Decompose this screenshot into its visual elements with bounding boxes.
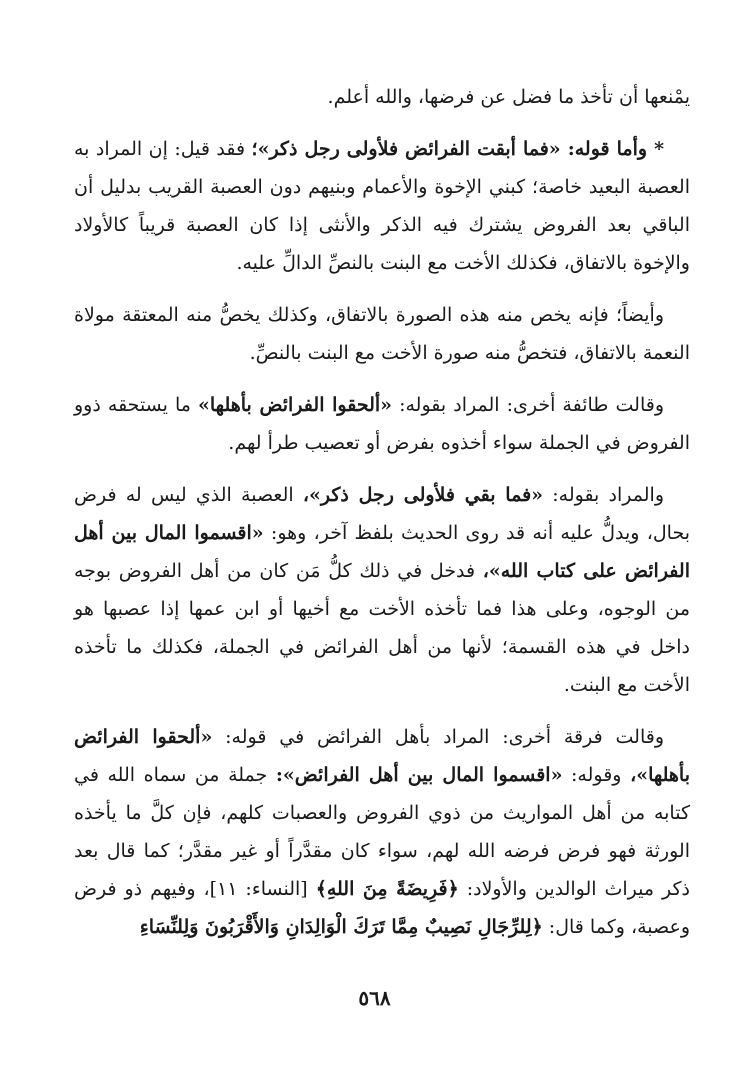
body-text bbox=[74, 78, 690, 946]
text-run: فقد قيل: إن المراد به العصبة البعيد خاصة؛ كبني الإخوة والأعمام وبنيهم دون العصبة القريب بدليل أن الباقي بعد الفروض يشترك فيه الذكر والأنثى إذا كان العصبة قريباً كالأولاد والإخوة بالاتفاق، فكذلك الأخت مع البنت بالنصِّ الدالِّ عليه. bbox=[74, 138, 690, 274]
paragraph bbox=[74, 476, 690, 704]
text-run: ما يستحقه ذوو الفروض في الجملة سواء أخذوه بفرض أو تعصيب طرأ لهم. bbox=[74, 394, 690, 454]
paragraph bbox=[74, 386, 690, 462]
bold-text-run: «ألحقوا الفرائض بأهلها»، bbox=[74, 726, 691, 786]
text-run: وقالت فرقة أخرى: المراد بأهل الفرائض في قوله: bbox=[212, 726, 664, 748]
page-number: ٥٦٨ bbox=[358, 986, 391, 1010]
text-run: يمْنعها أن تأخذ ما فضل عن فرضها، والله أعلم. bbox=[327, 86, 690, 108]
text-run: والمراد بقوله: bbox=[543, 484, 665, 506]
paragraph bbox=[74, 130, 690, 282]
text-run: وقالت طائفة أخرى: المراد بقوله: bbox=[392, 394, 664, 416]
bold-text-run: «اقسموا المال بين أهل الفرائض على كتاب الله»، bbox=[74, 522, 690, 582]
paragraph bbox=[74, 78, 690, 116]
bold-text-run: * وأما قوله: «فما أبقت الفرائض فلأولى رجل ذكر»؛ bbox=[251, 138, 665, 160]
bold-text-run: ﴿فَرِيضَةً مِنَ اللهِ﴾ bbox=[315, 878, 459, 900]
bold-text-run: «فما بقي فلأولى رجل ذكر»، bbox=[302, 484, 544, 506]
bold-text-run: «ألحقوا الفرائض بأهلها» bbox=[198, 394, 393, 416]
text-run: فدخل في ذلك كلُّ مَن كان من أهل الفروض بوجه من الوجوه، وعلى هذا فما تأخذه الأخت مع أخيها أو ابن عمها إذا عصبها هو داخل في هذه القسمة؛ لأنها من أهل الفرائض في الجملة، فكذلك ما تأخذه الأخت مع البنت. bbox=[74, 560, 690, 696]
text-run: [النساء: ١١]، وفيهم ذو فرض وعصبة، وكما قال: bbox=[74, 878, 690, 938]
bold-text-run: «اقسموا المال بين أهل الفرائض»: bbox=[275, 764, 563, 786]
text-run: جملة من سماه الله في كتابه من أهل المواريث من ذوي الفروض والعصبات كلهم، فإن كلَّ ما يأخذه الورثة فهو فرض فرضه الله لهم، سواء كان مقدَّراً أو غير مقدَّر؛ كما قال بعد ذكر ميراث الوالدين والأولاد: bbox=[74, 764, 691, 900]
text-run: العصبة الذي ليس له فرض بحال، ويدلُّ عليه أنه قد روى الحديث بلفظ آخر، وهو: bbox=[74, 484, 690, 544]
text-run: وقوله: bbox=[562, 764, 631, 786]
paragraph bbox=[74, 296, 690, 372]
paragraph bbox=[74, 718, 690, 946]
bold-text-run: ﴿لِلرِّجَالِ نَصِيبٌ مِمَّا تَرَكَ الْوَالِدَانِ وَالأَقْرَبُونَ وَلِلنِّسَاءِ bbox=[139, 916, 543, 938]
text-run: وأيضاً؛ فإنه يخص منه هذه الصورة بالاتفاق، وكذلك يخصُّ منه المعتقة مولاة النعمة بالاتفاق، فتخصُّ منه صورة الأخت مع البنت بالنصِّ. bbox=[74, 304, 690, 364]
